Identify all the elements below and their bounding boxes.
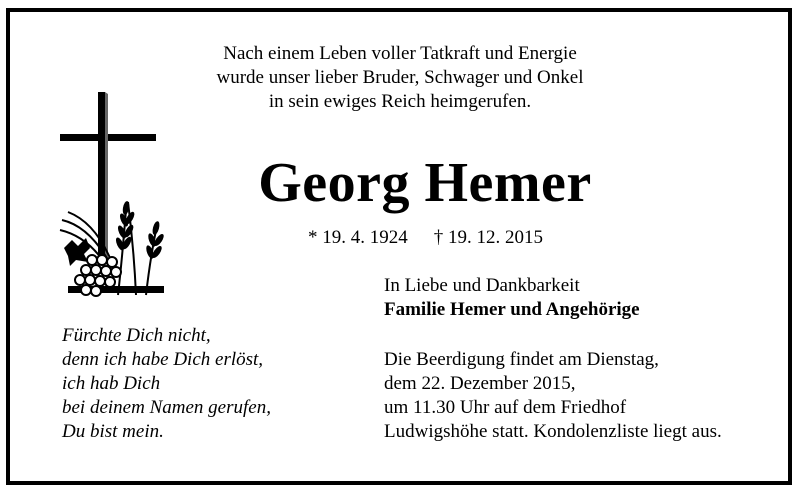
- family-name: Familie Hemer und Angehörige: [384, 299, 640, 320]
- bible-verse: [62, 324, 322, 444]
- funeral-line: um 11.30 Uhr auf dem Friedhof: [384, 397, 627, 418]
- verse-line: denn ich habe Dich erlöst,: [62, 349, 264, 370]
- mourners-line: In Liebe und Dankbarkeit: [384, 275, 580, 296]
- intro-line: in sein ewiges Reich heimgerufen.: [268, 91, 532, 112]
- deceased-name: Georg Hemer: [258, 152, 592, 214]
- funeral-line: Die Beerdigung findet am Dienstag,: [384, 349, 659, 370]
- intro-text: [160, 42, 640, 114]
- funeral-line: dem 22. Dezember 2015,: [384, 373, 576, 394]
- birth-date: * 19. 4. 1924: [308, 227, 408, 248]
- funeral-line: Ludwigshöhe statt. Kondolenzliste liegt aus.: [384, 421, 722, 442]
- intro-line: Nach einem Leben voller Tatkraft und Energie: [223, 43, 577, 64]
- mourners-and-funeral: [384, 274, 774, 444]
- verse-line: ich hab Dich: [62, 373, 161, 394]
- verse-line: Fürchte Dich nicht,: [62, 325, 211, 346]
- verse-line: Du bist mein.: [62, 421, 164, 442]
- life-dates: [308, 226, 568, 250]
- cross-with-wheat-and-grapes-icon: [58, 90, 168, 302]
- death-date: † 19. 12. 2015: [433, 227, 543, 248]
- intro-line: wurde unser lieber Bruder, Schwager und Onkel: [216, 67, 584, 88]
- verse-line: bei deinem Namen gerufen,: [62, 397, 271, 418]
